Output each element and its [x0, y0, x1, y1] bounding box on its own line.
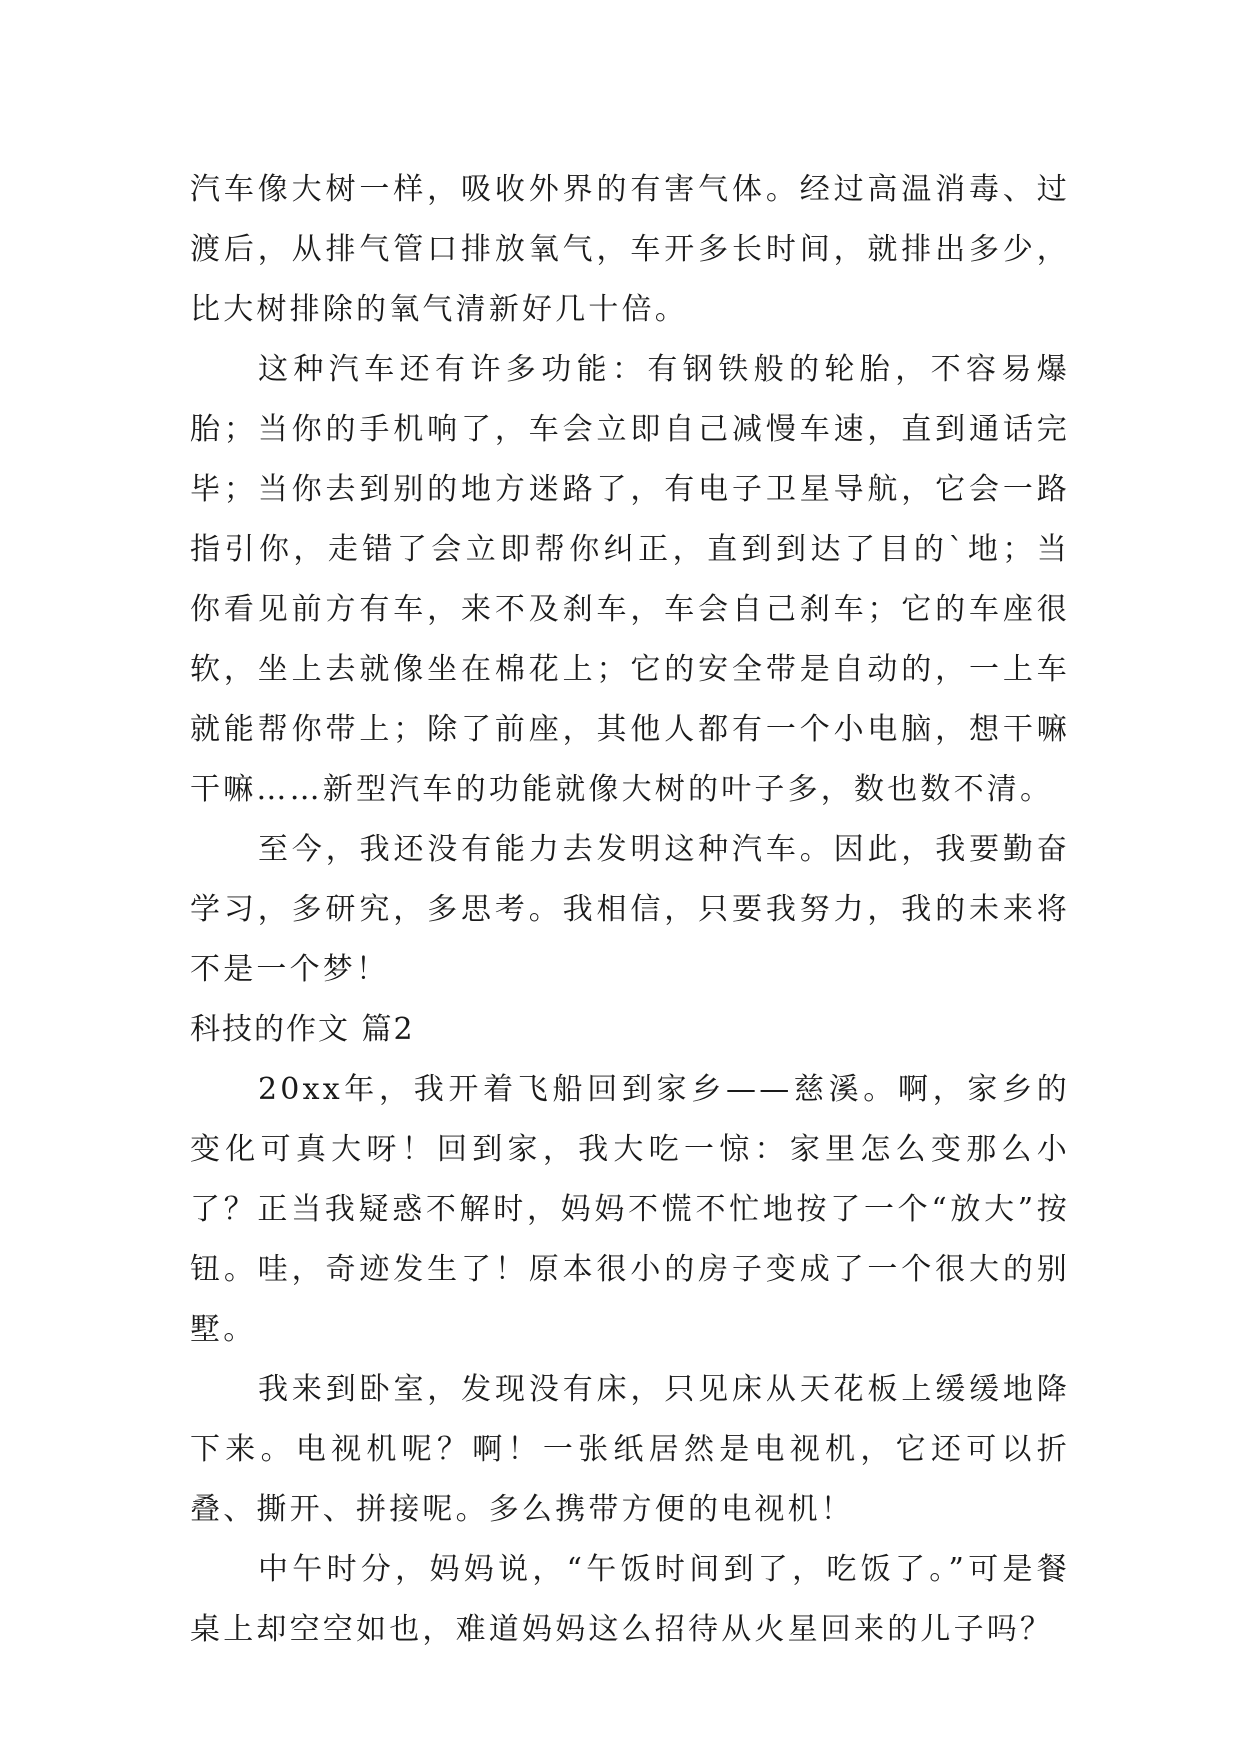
paragraph-6: 中午时分，妈妈说，“午饭时间到了，吃饭了。”可是餐桌上却空空如也，难道妈妈这么招待从火星回来的儿子吗？ — [190, 1552, 1070, 1647]
section-heading: 科技的作文 篇2 — [190, 1012, 415, 1047]
paragraph-5: 我来到卧室，发现没有床，只见床从天花板上缓缓地降下来。电视机呢？啊！一张纸居然是电视机，它还可以折叠、撕开、拼接呢。多么携带方便的电视机！ — [190, 1372, 1070, 1527]
paragraph-2: 这种汽车还有许多功能：有钢铁般的轮胎，不容易爆胎；当你的手机响了，车会立即自己减慢车速，直到通话完毕；当你去到别的地方迷路了，有电子卫星导航，它会一路指引你，走错了会立即帮你纠正，直到到达了目的`地；当你看见前方有车，来不及刹车，车会自己刹车；它的车座很软，坐上去就像坐在棉花上；它的安全带是自动的，一上车就能帮你带上；除了前座，其他人都有一个小电脑，想干嘛干嘛……新型汽车的功能就像大树的叶子多，数也数不清。 — [190, 352, 1070, 807]
document-body — [190, 160, 1070, 1660]
paragraph-3: 至今，我还没有能力去发明这种汽车。因此，我要勤奋学习，多研究，多思考。我相信，只要我努力，我的未来将不是一个梦！ — [190, 832, 1070, 987]
paragraph-4: 20xx年，我开着飞船回到家乡——慈溪。啊，家乡的变化可真大呀！回到家，我大吃一惊：家里怎么变那么小了？正当我疑惑不解时，妈妈不慌不忙地按了一个“放大”按钮。哇，奇迹发生了！原本很小的房子变成了一个很大的别墅。 — [190, 1072, 1070, 1347]
paragraph-1: 汽车像大树一样，吸收外界的有害气体。经过高温消毒、过渡后，从排气管口排放氧气，车开多长时间，就排出多少，比大树排除的氧气清新好几十倍。 — [190, 172, 1070, 327]
